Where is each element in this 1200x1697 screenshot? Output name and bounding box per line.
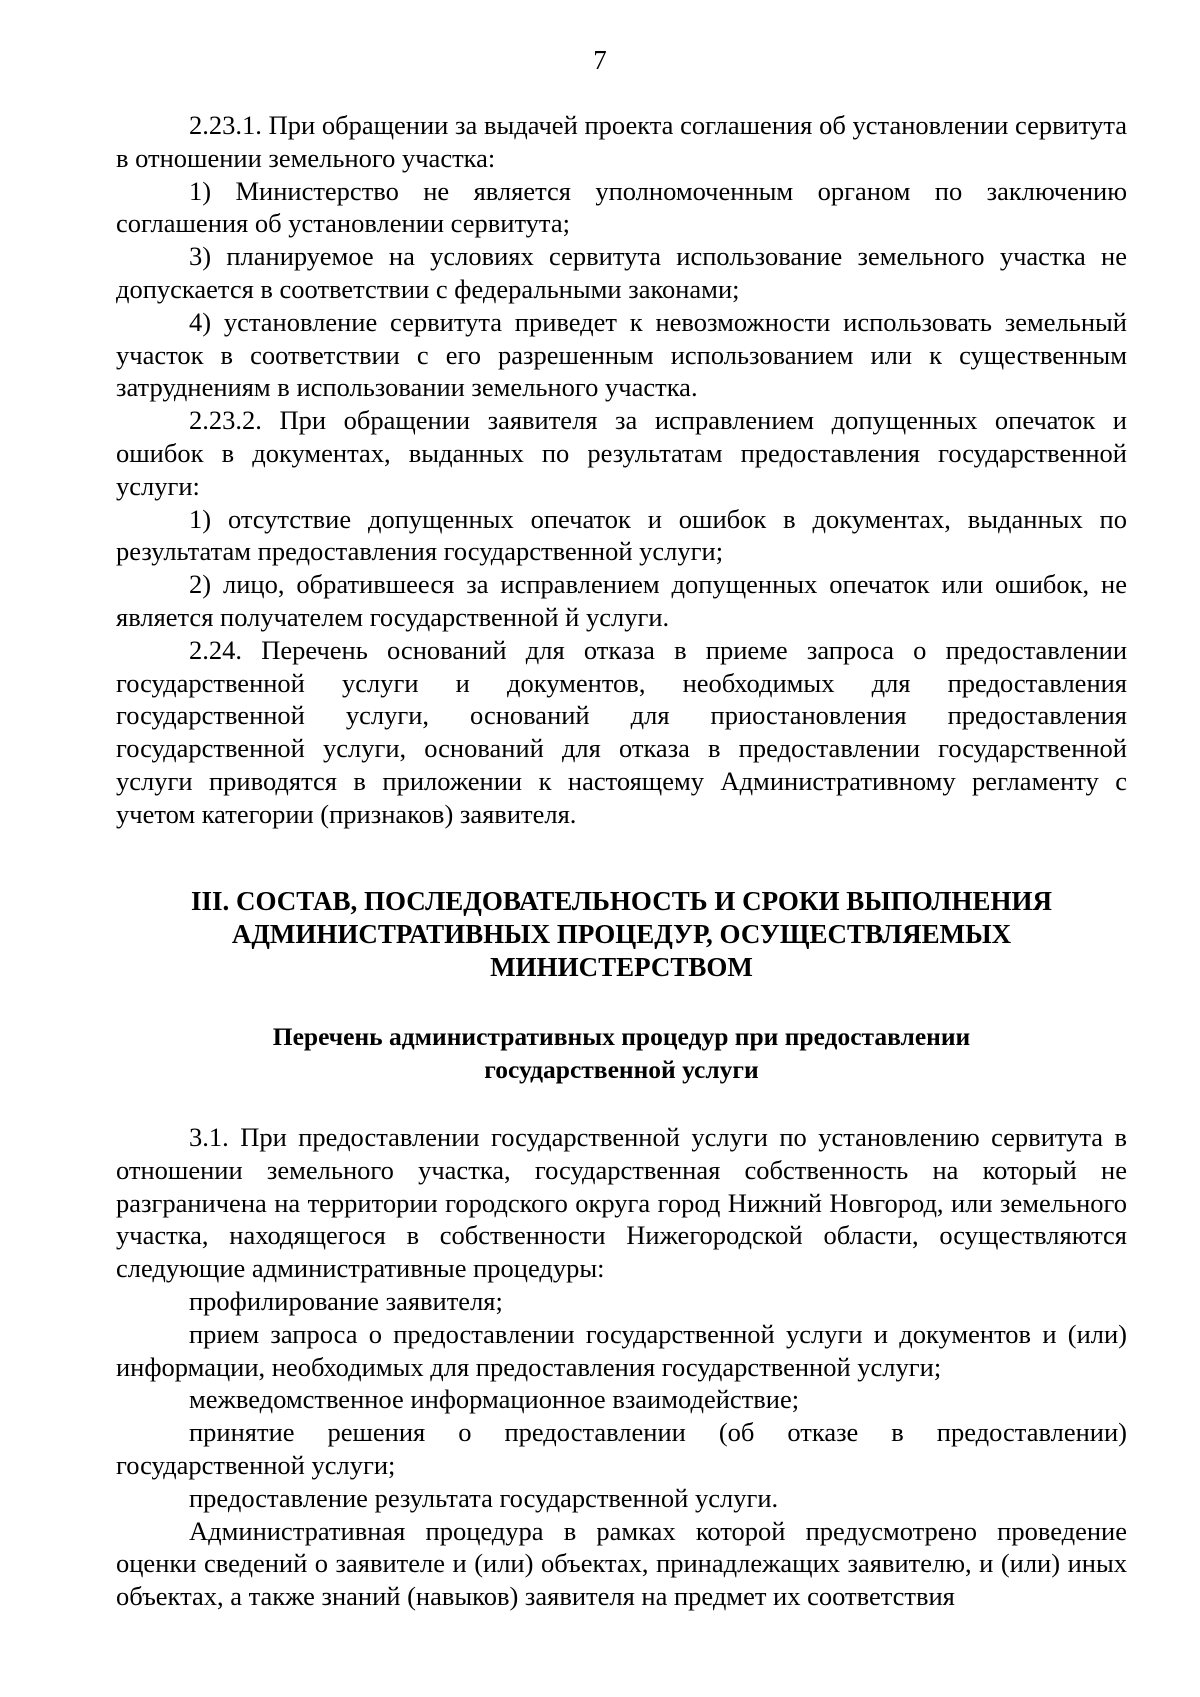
section-3-text <box>116 1121 1127 1613</box>
list-item: предоставление результата государственной услуги. <box>189 1482 779 1513</box>
section-2-text <box>116 109 1127 831</box>
section-heading <box>116 885 1127 984</box>
list-item: 4) установление сервитута приведет к невозможности использовать земельный участок в соответствии с его разрешенным использованием или к существенным затруднениям в использовании земельного участка. <box>116 306 1127 403</box>
subsection-heading <box>116 1020 1127 1086</box>
section-heading-line: АДМИНИСТРАТИВНЫХ ПРОЦЕДУР, ОСУЩЕСТВЛЯЕМЫХ <box>231 919 1012 949</box>
list-item: 1) Министерство не является уполномоченным органом по заключению соглашения об установлении сервитута; <box>116 175 1127 239</box>
list-item: прием запроса о предоставлении государственной услуги и документов и (или) информации, необходимых для предоставления государственной услуги; <box>116 1318 1127 1382</box>
subsection-heading-line: Перечень административных процедур при предоставлении <box>272 1022 971 1051</box>
paragraph-2-23-1: 2.23.1. При обращении за выдачей проекта соглашения об установлении сервитута в отношении земельного участка: <box>116 110 1127 173</box>
list-item: профилирование заявителя; <box>189 1285 503 1316</box>
list-item: 3) планируемое на условиях сервитута использование земельного участка не допускается в соответствии с федеральными законами; <box>116 241 1127 304</box>
section-heading-line: III. СОСТАВ, ПОСЛЕДОВАТЕЛЬНОСТЬ И СРОКИ ВЫПОЛНЕНИЯ <box>190 886 1053 916</box>
paragraph-2-24: 2.24. Перечень оснований для отказа в приеме запроса о предоставлении государственной услуги и документов, необходимых для предоставления государственной услуги, оснований для приостановления предоставления государственной услуги, оснований для отказа в предоставлении государственной услуги приводятся в приложении к настоящему Административному регламенту с учетом категории (признаков) заявителя. <box>116 634 1127 829</box>
paragraph-admin-procedure: Административная процедура в рамках которой предусмотрено проведение оценки сведений о заявителе и (или) объектах, принадлежащих заявителю, и (или) иных объектах, а также знаний (навыков) заявителя на предмет их соответствия <box>116 1515 1127 1612</box>
section-heading-line: МИНИСТЕРСТВОМ <box>490 952 753 982</box>
page-number: 7 <box>593 45 607 75</box>
paragraph-3-1: 3.1. При предоставлении государственной услуги по установлению сервитута в отношении земельного участка, государственная собственность на который не разграничена на территории городского округа город Нижний Новгород, или земельного участка, находящегося в собственности Нижегородской области, осуществляются следующие административные процедуры: <box>116 1122 1127 1284</box>
subsection-heading-line: государственной услуги <box>484 1055 759 1084</box>
list-item: 2) лицо, обратившееся за исправлением допущенных опечаток или ошибок, не является получателем государственной й услуги. <box>116 569 1127 632</box>
list-item: межведомственное информационное взаимодействие; <box>189 1384 800 1415</box>
list-item: 1) отсутствие допущенных опечаток и ошибок в документах, выданных по результатам предоставления государственной услуги; <box>116 503 1127 567</box>
paragraph-2-23-2: 2.23.2. При обращении заявителя за исправлением допущенных опечаток и ошибок в документах, выданных по результатам предоставления государственной услуги: <box>116 405 1127 501</box>
list-item: принятие решения о предоставлении (об отказе в предоставлении) государственной услуги; <box>116 1417 1127 1480</box>
